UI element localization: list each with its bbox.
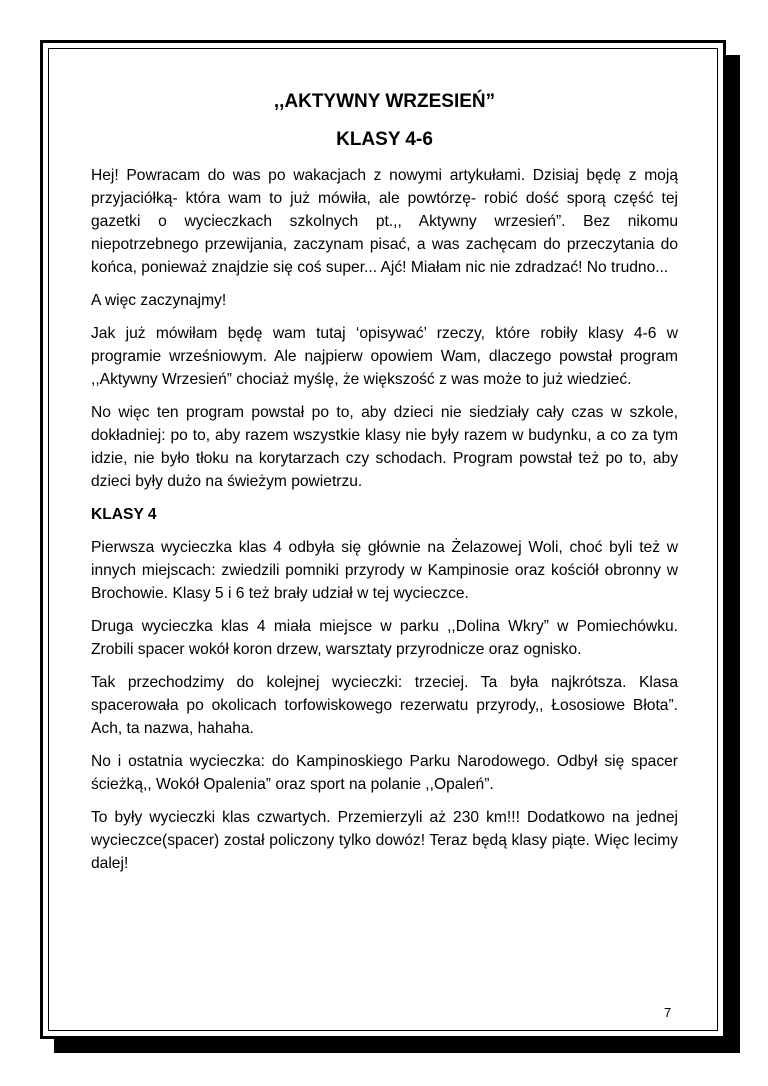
article — [91, 90, 678, 885]
paragraph-purpose: No więc ten program powstał po to, aby dzieci nie siedziały cały czas w szkole, dokładniej: po to, aby razem wszystkie klasy nie były razem w budynku, a co za tym idzie, nie było tłoku na korytarzach czy schodach. Program powstał też po to, aby dzieci były dużo na świeżym powietrzu. — [91, 404, 678, 490]
paragraph-trip-3: Tak przechodzimy do kolejnej wycieczki: trzeciej. Ta była najkrótsza. Klasa spacerowała po okolicach torfowiskowego rezerwatu przyrody,, Łososiowe Błota”. Ach, ta nazwa, hahaha. — [91, 674, 678, 737]
paragraph-summary: To były wycieczki klas czwartych. Przemierzyli aż 230 km!!! Dodatkowo na jednej wycieczce(spacer) został policzony tylko dowóz! Teraz będą klasy piąte. Więc lecimy dalej! — [91, 809, 678, 872]
section-heading: KLASY 4 — [91, 506, 157, 523]
paragraph-trip-4: No i ostatnia wycieczka: do Kampinoskiego Parku Narodowego. Odbył się spacer ścieżką,, Wokół Opalenia” oraz sport na polanie ,,Opaleń”. — [91, 753, 678, 793]
paragraph-intro: Hej! Powracam do was po wakacjach z nowymi artykułami. Dzisiaj będę z moją przyjaciółką- która wam to już mówiła, ale powtórzę- robić dość sporą część tej gazetki o wycieczkach szkolnych pt.,, Aktywny wrzesień”. Bez nikomu niepotrzebnego przewijania, zaczynam pisać, a was zachęcam do przeczytania do końca, ponieważ znajdzie się coś super... Ajć! Miałam nic nie zdradzać! No trudno... — [91, 167, 678, 276]
article-subtitle: KLASY 4-6 — [336, 129, 433, 150]
paragraph-trip-2: Druga wycieczka klas 4 miała miejsce w parku ,,Dolina Wkry” w Pomiechówku. Zrobili spacer wokół koron drzew, warsztaty przyrodnicze oraz ognisko. — [91, 618, 678, 658]
article-title: ,,AKTYWNY WRZESIEŃ” — [273, 91, 496, 112]
paragraph-start: A więc zaczynajmy! — [91, 292, 227, 309]
paragraph-trip-1: Pierwsza wycieczka klas 4 odbyła się głównie na Żelazowej Woli, choć byli też w innych miejscach: zwiedzili pomniki przyrody w Kampinosie oraz kościół obronny w Brochowie. Klasy 5 i 6 też brały udział w tej wycieczce. — [91, 539, 678, 602]
paragraph-program: Jak już mówiłam będę wam tutaj ‘opisywać’ rzeczy, które robiły klasy 4-6 w programie wrześniowym. Ale najpierw opowiem Wam, dlaczego powstał program ,,Aktywny Wrzesień” chociaż myślę, że większość z was może to już wiedzieć. — [91, 325, 678, 388]
page-number: 7 — [664, 1005, 672, 1020]
